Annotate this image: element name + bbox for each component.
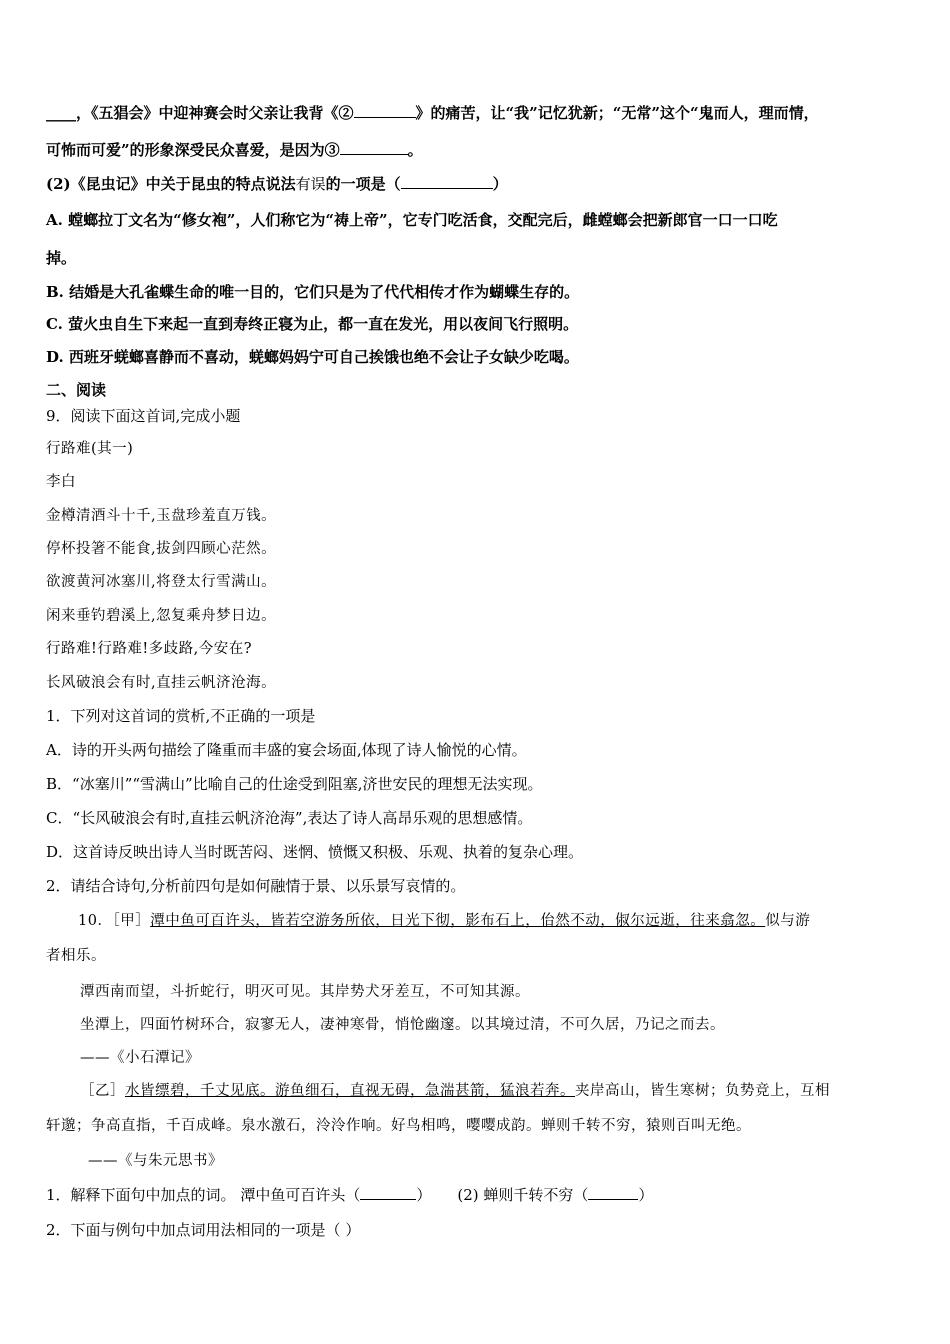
section-heading: 二、阅读 [46, 381, 107, 399]
q8-option-d: D. 西班牙蜣螂喜静而不喜动，蜣螂妈妈宁可自己挨饿也绝不会让子女缺少吃喝。 [46, 348, 579, 366]
poem-line: 欲渡黄河冰塞川,将登太行雪满山。 [46, 574, 277, 590]
q9-sub1: 1．下列对这首词的赏析,不正确的一项是 [46, 707, 316, 725]
q10-para2: 潭西南而望，斗折蛇行，明灭可见。其岸势犬牙差互，不可知其源。 [80, 984, 530, 1000]
q8-option-b: B. 结婚是大孔雀蝶生命的唯一目的，它们只是为了代代相传才作为蝴蝶生存的。 [46, 283, 580, 301]
answer-blank-2[interactable] [354, 103, 416, 118]
source-yuzhuyuansi: ——《与朱元思书》 [88, 1153, 223, 1169]
q10-sub2: 2．下面与例句中加点词用法相同的一项是（ ） [46, 1221, 361, 1239]
q8-option-c: C. 萤火虫自生下来起一直到寿终正寝为止，都一直在发光，用以夜间飞行照明。 [46, 315, 579, 333]
q9-option-b: B．“冰塞川”“雪满山”比喻自己的仕途受到阻塞,济世安民的理想无法实现。 [46, 775, 543, 793]
q10-yi-line2: 轩邈；争高直指，千百成峰。泉水激石，泠泠作响。好鸟相鸣，嘤嘤成韵。蝉则千转不穷，猿则百叫无绝。 [46, 1118, 751, 1134]
jia-underlined-text: 潭中鱼可百许头，皆若空游务所依，日光下彻，影布石上，佁然不动，俶尔远逝，往来翕忽。 [150, 913, 766, 929]
poem-line: 金樽清酒斗十千,玉盘珍羞直万钱。 [46, 508, 277, 524]
poem-line: 行路难!行路难!多歧路,今安在? [46, 641, 253, 657]
q8-line1: ____，《五猖会》中迎神赛会时父亲让我背《② 》的痛苦，让“我”记忆犹新；“无常”这个“鬼而人，理而情， [46, 104, 819, 122]
poem-line: 闲来垂钓碧溪上,忽复乘舟梦日边。 [46, 608, 277, 624]
q8-option-a-cont: 掉。 [46, 249, 77, 267]
q8-option-a: A. 螳螂拉丁文名为“修女袍”，人们称它为“祷上帝”，它专门吃活食，交配完后，雌螳螂会把新郎官一口一口吃 [46, 211, 778, 229]
source-xiaoshitan: ——《小石潭记》 [80, 1050, 200, 1066]
poem-title: 行路难(其一) [46, 441, 134, 457]
q8-line2: 可怖而可爱”的形象深受民众喜爱，是因为③ 。 [46, 141, 423, 159]
q10-jia-line1: 10．［甲］潭中鱼可百许头，皆若空游务所依，日光下彻，影布石上，佁然不动，俶尔远逝，往来翕忽。似与游 [78, 913, 811, 929]
q9-option-a: A．诗的开头两句描绘了隆重而丰盛的宴会场面,体现了诗人愉悦的心情。 [46, 741, 527, 759]
q10-jia-line2: 者相乐。 [46, 948, 106, 964]
answer-blank-3[interactable] [340, 140, 408, 155]
q8-sub2-question: (2)《昆虫记》中关于昆虫的特点说法有误的一项是（ ） [46, 175, 508, 193]
answer-blank-q10-2[interactable] [588, 1185, 638, 1200]
answer-blank-q10-1[interactable] [360, 1185, 416, 1200]
poem-line: 长风破浪会有时,直挂云帆济沧海。 [46, 675, 277, 691]
q10-yi-line1: ［乙］水皆缥碧，千丈见底。游鱼细石，直视无碍，急湍甚箭，猛浪若奔。夹岸高山，皆生寒树；负势竞上，互相 [80, 1083, 830, 1099]
q9-option-d: D．这首诗反映出诗人当时既苦闷、迷惘、愤慨又积极、乐观、执着的复杂心理。 [46, 843, 584, 861]
q9-intro: 9．阅读下面这首词,完成小题 [46, 407, 241, 425]
yi-underlined-text: 水皆缥碧，千丈见底。游鱼细石，直视无碍，急湍甚箭，猛浪若奔。 [125, 1083, 575, 1099]
poem-author: 李白 [46, 474, 76, 490]
q9-option-c: C．“长风破浪会有时,直挂云帆济沧海”,表达了诗人高昂乐观的思想感情。 [46, 809, 533, 827]
q10-sub1: 1．解释下面句中加点的词。 潭中鱼可百许头（ ） (2) 蝉则千转不穷（ ） [46, 1186, 654, 1204]
q10-para3: 坐潭上，四面竹树环合，寂寥无人，凄神寒骨，悄怆幽邃。以其境过清，不可久居，乃记之而去。 [80, 1017, 725, 1033]
poem-line: 停杯投箸不能食,拔剑四顾心茫然。 [46, 541, 277, 557]
q9-sub2: 2．请结合诗句,分析前四句是如何融情于景、以乐景写哀情的。 [46, 877, 466, 895]
answer-blank-sub2[interactable] [401, 174, 493, 189]
